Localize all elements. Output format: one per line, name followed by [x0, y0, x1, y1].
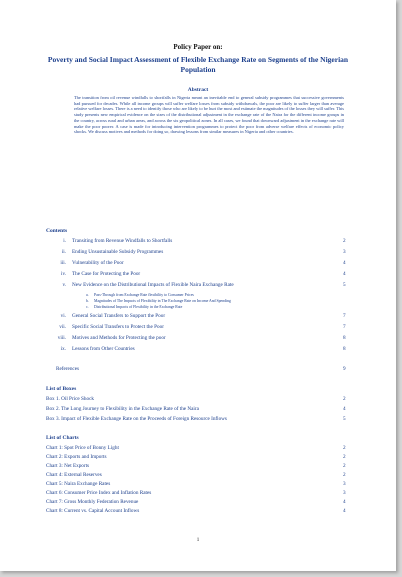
item-title: Ending Unsustainable Subsidy Programmes	[72, 249, 164, 255]
references-label: References	[56, 366, 80, 372]
contents-item[interactable]	[0, 249, 396, 257]
item-title: New Evidence on the Distributional Impacts of Flexible Naira Exchange Rate	[72, 282, 234, 288]
chart-item[interactable]	[0, 481, 396, 489]
item-number: ii.	[61, 249, 66, 255]
chart-item[interactable]	[0, 499, 396, 507]
item-number: vi.	[60, 313, 66, 319]
chart-item[interactable]	[0, 463, 396, 471]
box-title: Box 2. The Long Journey to Flexibility in the Exchange Rate of the Naira	[46, 406, 199, 412]
item-title: The Case for Protecting the Poor	[72, 271, 141, 277]
subitem-letter: b.	[86, 299, 89, 303]
item-page: 2	[343, 238, 346, 244]
box-page: 2	[343, 396, 346, 402]
contents-item[interactable]	[0, 335, 396, 343]
subitem-title: Magnitudes of The Impacts of Flexibility in The Exchange Rate on Income And Spending	[94, 299, 231, 303]
subitem-letter: a.	[86, 293, 89, 297]
subitem-letter: c.	[86, 305, 89, 309]
box-item[interactable]	[0, 396, 396, 404]
chart-item[interactable]	[0, 508, 396, 516]
item-number: iii.	[60, 260, 66, 266]
chart-title: Chart 1: Spot Price of Bonny Light	[46, 445, 119, 451]
item-page: 8	[343, 346, 346, 352]
box-title: Box 3. Impact of Flexible Exchange Rate on the Proceeds of Foreign Resource Inflows	[46, 416, 227, 422]
paper-label: Policy Paper on:	[173, 43, 223, 51]
item-number: v.	[62, 282, 66, 288]
chart-item[interactable]	[0, 445, 396, 453]
item-title: General Social Transfers to Support the Poor	[72, 313, 166, 319]
chart-title: Chart 4: External Reserves	[46, 472, 102, 478]
chart-item[interactable]	[0, 454, 396, 462]
contents-item[interactable]	[0, 313, 396, 321]
references-item[interactable]	[0, 366, 396, 374]
item-page: 3	[343, 249, 346, 255]
item-page: 8	[343, 335, 346, 341]
chart-page: 3	[343, 481, 346, 487]
box-title: Box 1. Oil Price Shock	[46, 396, 94, 402]
item-number: viii.	[57, 335, 66, 341]
contents-item[interactable]	[0, 271, 396, 279]
item-page: 7	[343, 313, 346, 319]
chart-title: Chart 6: Consumer Price Index and Inflation Rates	[46, 490, 152, 496]
contents-item[interactable]	[0, 346, 396, 354]
chart-title: Chart 3: Net Exports	[46, 463, 90, 469]
item-number: iv.	[61, 271, 66, 277]
item-number: i.	[63, 238, 66, 244]
chart-page: 3	[343, 490, 346, 496]
item-title: Motives and Methods for Protecting the poor	[72, 335, 166, 341]
item-number: ix.	[60, 346, 66, 352]
contents-item[interactable]	[0, 324, 396, 332]
chart-page: 4	[343, 499, 346, 505]
chart-page: 2	[343, 463, 346, 469]
contents-item[interactable]	[0, 238, 396, 246]
item-title: Specific Social Transfers to Protect the Poor	[72, 324, 164, 330]
item-page: 4	[343, 271, 346, 277]
chart-page: 4	[343, 508, 346, 514]
paper-title: Poverty and Social Impact Assessment of Flexible Exchange Rate on Segments of the Nigerian Population	[47, 55, 349, 74]
references-page: 9	[343, 366, 346, 372]
box-item[interactable]	[0, 406, 396, 414]
item-title: Vulnerability of the Poor	[72, 260, 124, 266]
box-page: 4	[343, 406, 346, 412]
charts-heading: List of Charts	[46, 435, 79, 441]
chart-title: Chart 2: Exports and Imports	[46, 454, 107, 460]
contents-item[interactable]	[0, 282, 396, 290]
chart-title: Chart 8: Current vs. Capital Account Inflows	[46, 508, 140, 514]
item-page: 5	[343, 282, 346, 288]
subitem-title: Pass-Through from Exchange Rate flexibility to Consumer Prices	[94, 293, 194, 297]
page-number: 1	[196, 538, 200, 543]
chart-title: Chart 5: Naira Exchange Rates	[46, 481, 111, 487]
abstract-text: The transition from oil revenue windfalls to shortfalls in Nigeria meant an inevitable end to general subsidy programmes that successive governments had pursued for decades. While all income groups will suffer welfare losses from subsidy withdrawals, the poor are likely to suffer larger than average relative welfare losses. There is a need to identify those who are likely to be hurt the most and estimate the magnitudes of the losses they will suffer. This study presents new empirical evidence on the sizes of the distributional adjustment in the exchange rate of the Naira for the different income groups in the country, across rural and urban areas, and across the six geopolitical zones. In all cases, we found that downward adjustment in the exchange rate will make the poor poorer. A case is made for introducing intervention programmes to protect the poor from adverse welfare effects of economic policy shocks. We discuss motives and methods for doing so, drawing lessons from similar measures in Nigeria and other countries.	[74, 95, 344, 135]
contents-item[interactable]	[0, 260, 396, 268]
contents-heading: Contents	[46, 228, 68, 234]
item-page: 7	[343, 324, 346, 330]
chart-item[interactable]	[0, 472, 396, 480]
item-title: Transiting from Revenue Windfalls to Shortfalls	[72, 238, 173, 244]
chart-item[interactable]	[0, 490, 396, 498]
chart-title: Chart 7: Gross Monthly Federation Revenue	[46, 499, 139, 505]
subitem-title: Distributional Impacts of Flexibility in the Exchange Rate	[94, 305, 183, 309]
box-item[interactable]	[0, 416, 396, 424]
chart-page: 2	[343, 472, 346, 478]
item-number: vii.	[59, 324, 66, 330]
box-page: 5	[343, 416, 346, 422]
abstract-heading: Abstract	[187, 87, 209, 93]
boxes-heading: List of Boxes	[46, 386, 77, 392]
chart-page: 2	[343, 454, 346, 460]
chart-page: 2	[343, 445, 346, 451]
item-page: 4	[343, 260, 346, 266]
item-title: Lessons from Other Countries	[72, 346, 135, 352]
